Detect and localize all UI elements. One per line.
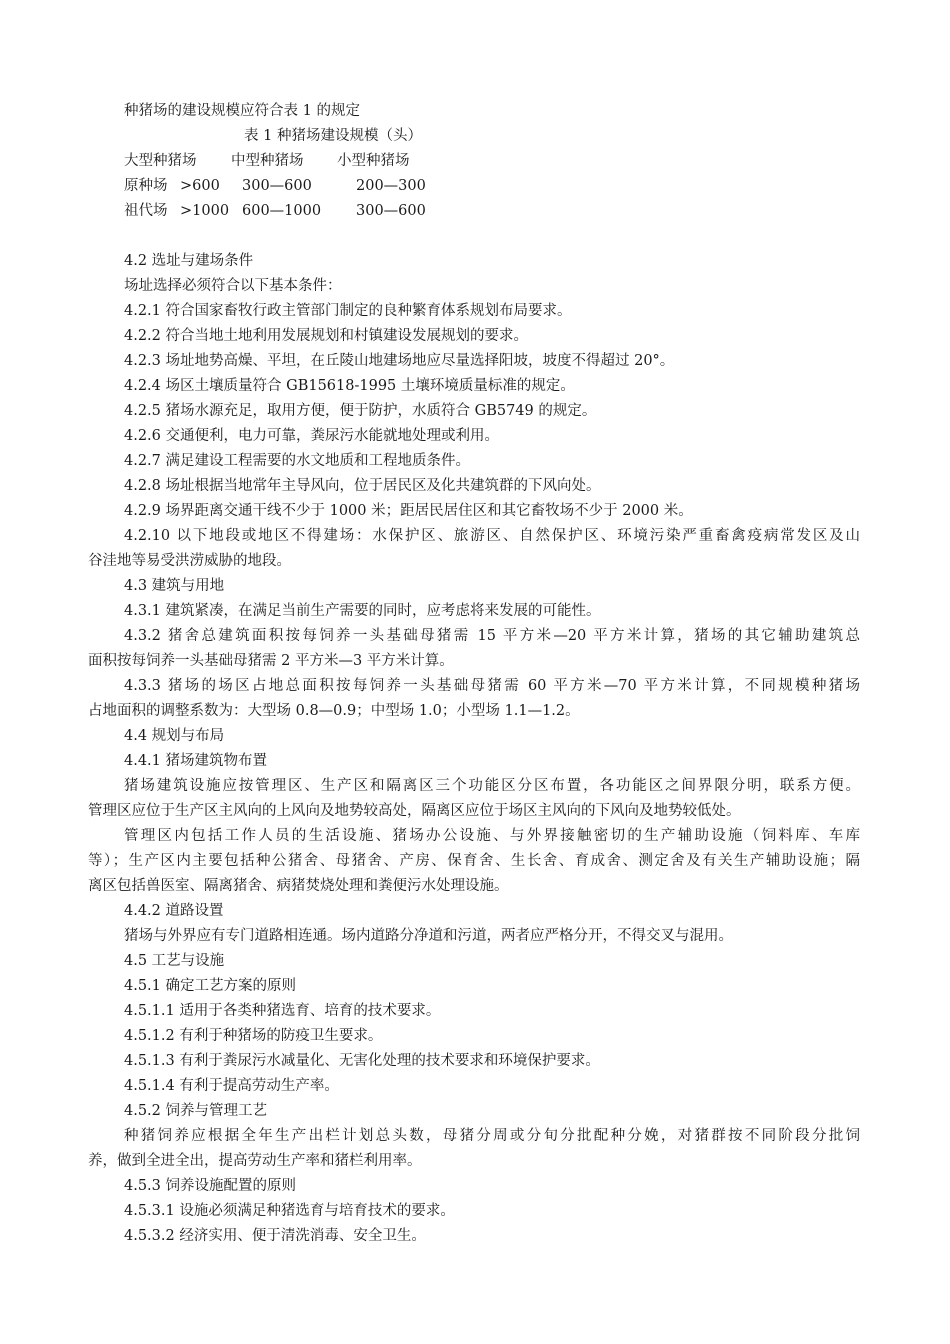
- paragraph-line: 场址选择必须符合以下基本条件：: [124, 278, 342, 294]
- clause-line: 4.2.5 猪场水源充足，取用方便，便于防护，水质符合 GB5749 的规定。: [124, 403, 597, 419]
- clause-line: 4.2.4 场区土壤质量符合 GB15618-1995 土壤环境质量标准的规定。: [124, 378, 575, 394]
- subsection-heading: 4.5.2 饲养与管理工艺: [124, 1103, 268, 1119]
- clause-line: 4.2.7 满足建设工程需要的水文地质和工程地质条件。: [124, 453, 471, 469]
- table-caption: 表 1 种猪场建设规模（头）: [244, 128, 422, 144]
- clause-line: 4.2.1 符合国家畜牧行政主管部门制定的良种繁育体系规划布局要求。: [124, 303, 572, 319]
- clause-line: 4.3.1 建筑紧凑，在满足当前生产需要的同时，应考虑将来发展的可能性。: [124, 603, 601, 619]
- clause-line-continued: 占地面积的调整系数为：大型场 0.8—0.9；中型场 1.0；小型场 1.1—1.2。: [88, 703, 580, 719]
- table-row-label: 祖代场: [124, 203, 168, 219]
- section-heading: 4.5 工艺与设施: [124, 953, 225, 969]
- paragraph-line: 猪场与外界应有专门道路相连通。场内道路分净道和污道，两者应严格分开，不得交叉与混用。: [124, 928, 733, 944]
- table-cell: 200—300: [356, 178, 426, 194]
- clause-line: 4.2.10 以下地段或地区不得建场：水保护区、旅游区、自然保护区、环境污染严重畜禽疫病常发区及山: [124, 528, 860, 544]
- clause-line: 4.2.6 交通便利，电力可靠，粪尿污水能就地处理或利用。: [124, 428, 500, 444]
- paragraph-line: 管理区内包括工作人员的生活设施、猪场办公设施、与外界接触密切的生产辅助设施（饲料库、车库: [124, 828, 860, 844]
- subsection-heading: 4.5.1 确定工艺方案的原则: [124, 978, 297, 994]
- table-cell: 300—600: [242, 178, 312, 194]
- subsection-heading: 4.4.1 猪场建筑物布置: [124, 753, 268, 769]
- paragraph-line: 等）；生产区内主要包括种公猪舍、母猪舍、产房、保育舍、生长舍、育成舍、测定舍及有关生产辅助设施；隔: [88, 853, 860, 869]
- clause-line: 4.2.8 场址根据当地常年主导风向，位于居民区及化共建筑群的下风向处。: [124, 478, 601, 494]
- clause-line: 4.5.1.1 适用于各类种猪选育、培育的技术要求。: [124, 1003, 441, 1019]
- clause-line: 4.2.9 场界距离交通干线不少于 1000 米；距居民居住区和其它畜牧场不少于 2000 米。: [124, 503, 693, 519]
- clause-line: 4.5.1.4 有利于提高劳动生产率。: [124, 1078, 339, 1094]
- table-header-cell: 大型种猪场: [124, 153, 197, 169]
- clause-line: 4.5.1.2 有利于种猪场的防疫卫生要求。: [124, 1028, 383, 1044]
- clause-line-continued: 面积按每饲养一头基础母猪需 2 平方米—3 平方米计算。: [88, 653, 454, 669]
- subsection-heading: 4.5.3 饲养设施配置的原则: [124, 1178, 297, 1194]
- paragraph-line: 种猪饲养应根据全年生产出栏计划总头数，母猪分周或分旬分批配种分娩，对猪群按不同阶段分批饲: [124, 1128, 860, 1144]
- clause-line: 4.3.3 猪场的场区占地总面积按每饲养一头基础母猪需 60 平方米—70 平方米计算，不同规模种猪场: [124, 678, 860, 694]
- table-header-cell: 中型种猪场: [231, 153, 304, 169]
- section-heading: 4.4 规划与布局: [124, 728, 225, 744]
- clause-line: 4.3.2 猪舍总建筑面积按每饲养一头基础母猪需 15 平方米—20 平方米计算，猪场的其它辅助建筑总: [124, 628, 860, 644]
- clause-line: 4.2.2 符合当地土地利用发展规划和村镇建设发展规划的要求。: [124, 328, 529, 344]
- paragraph-line: 离区包括兽医室、隔离猪舍、病猪焚烧处理和粪便污水处理设施。: [88, 878, 509, 894]
- clause-line: 4.5.3.2 经济实用、便于清洗消毒、安全卫生。: [124, 1228, 426, 1244]
- paragraph-line: 猪场建筑设施应按管理区、生产区和隔离区三个功能区分区布置，各功能区之间界限分明，联系方便。: [124, 778, 860, 794]
- table-cell: 300—600: [356, 203, 426, 219]
- clause-line: 4.5.1.3 有利于粪尿污水减量化、无害化处理的技术要求和环境保护要求。: [124, 1053, 600, 1069]
- clause-line: 4.2.3 场址地势高燥、平坦，在丘陵山地建场地应尽量选择阳坡，坡度不得超过 20°。: [124, 353, 675, 369]
- subsection-heading: 4.4.2 道路设置: [124, 903, 224, 919]
- clause-line: 4.5.3.1 设施必须满足种猪选育与培育技术的要求。: [124, 1203, 455, 1219]
- table-cell: >600: [180, 178, 220, 194]
- section-heading: 4.3 建筑与用地: [124, 578, 225, 594]
- paragraph-line: 管理区应位于生产区主风向的上风向及地势较高处，隔离区应位于场区主风向的下风向及地势较低处。: [88, 803, 741, 819]
- clause-line-continued: 谷洼地等易受洪涝威胁的地段。: [88, 553, 291, 569]
- paragraph-line: 养，做到全进全出，提高劳动生产率和猪栏利用率。: [88, 1153, 422, 1169]
- table-row-label: 原种场: [124, 178, 168, 194]
- table-header-cell: 小型种猪场: [337, 153, 410, 169]
- table-cell: >1000: [180, 203, 230, 219]
- section-heading: 4.2 选址与建场条件: [124, 253, 254, 269]
- table-cell: 600—1000: [242, 203, 322, 219]
- intro-paragraph: 种猪场的建设规模应符合表 1 的规定: [124, 103, 360, 119]
